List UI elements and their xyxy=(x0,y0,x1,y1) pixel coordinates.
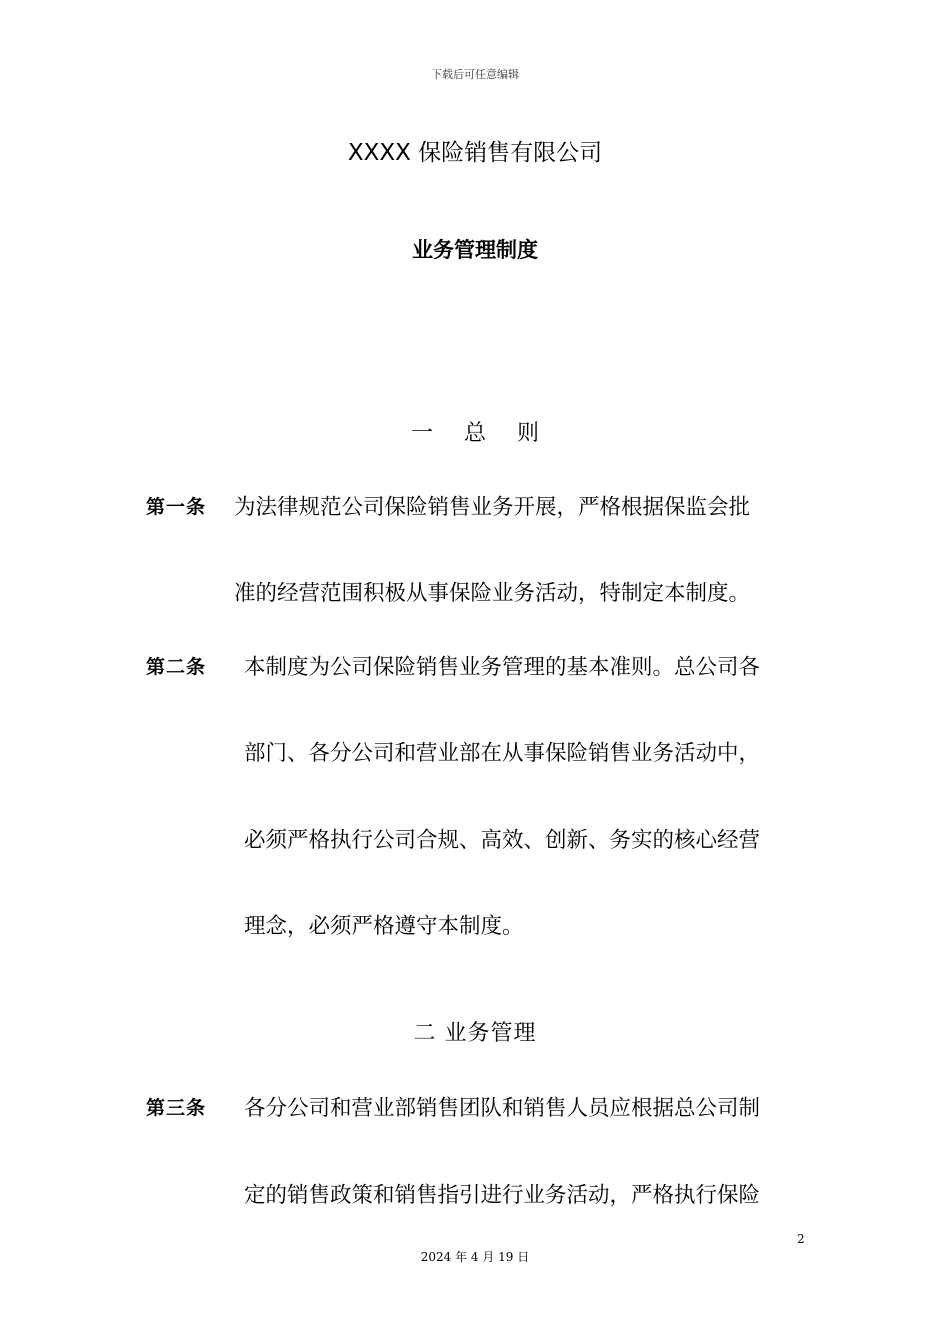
document-title: 业务管理制度 xyxy=(412,238,538,262)
article-label: 第二条 xyxy=(146,656,207,678)
article-label: 第三条 xyxy=(146,1097,207,1119)
article-line: 定的销售政策和销售指引进行业务活动，严格执行保险 xyxy=(244,1183,761,1208)
article-line: 理念，必须严格遵守本制度。 xyxy=(244,914,524,939)
header-note: 下载后可任意编辑 xyxy=(431,68,519,81)
article-line: 各分公司和营业部销售团队和销售人员应根据总公司制 xyxy=(244,1096,761,1121)
article-line: 准的经营范围积极从事保险业务活动，特制定本制度。 xyxy=(234,581,751,606)
company-title: XXXX 保险销售有限公司 xyxy=(347,140,603,166)
chapter-heading-general: 一 总 则 xyxy=(411,421,551,446)
footer-date: 2024 年 4 月 19 日 xyxy=(420,1250,530,1264)
article-line: 为法律规范公司保险销售业务开展，严格根据保监会批 xyxy=(234,495,751,520)
chapter-heading-business-management: 二 业务管理 xyxy=(413,1021,537,1046)
page-number: 2 xyxy=(797,1232,805,1246)
article-line: 本制度为公司保险销售业务管理的基本准则。总公司各 xyxy=(244,655,761,680)
article-line: 必须严格执行公司合规、高效、创新、务实的核心经营 xyxy=(244,828,761,853)
article-line: 部门、各分公司和营业部在从事保险销售业务活动中， xyxy=(244,741,761,766)
article-label: 第一条 xyxy=(146,496,207,518)
